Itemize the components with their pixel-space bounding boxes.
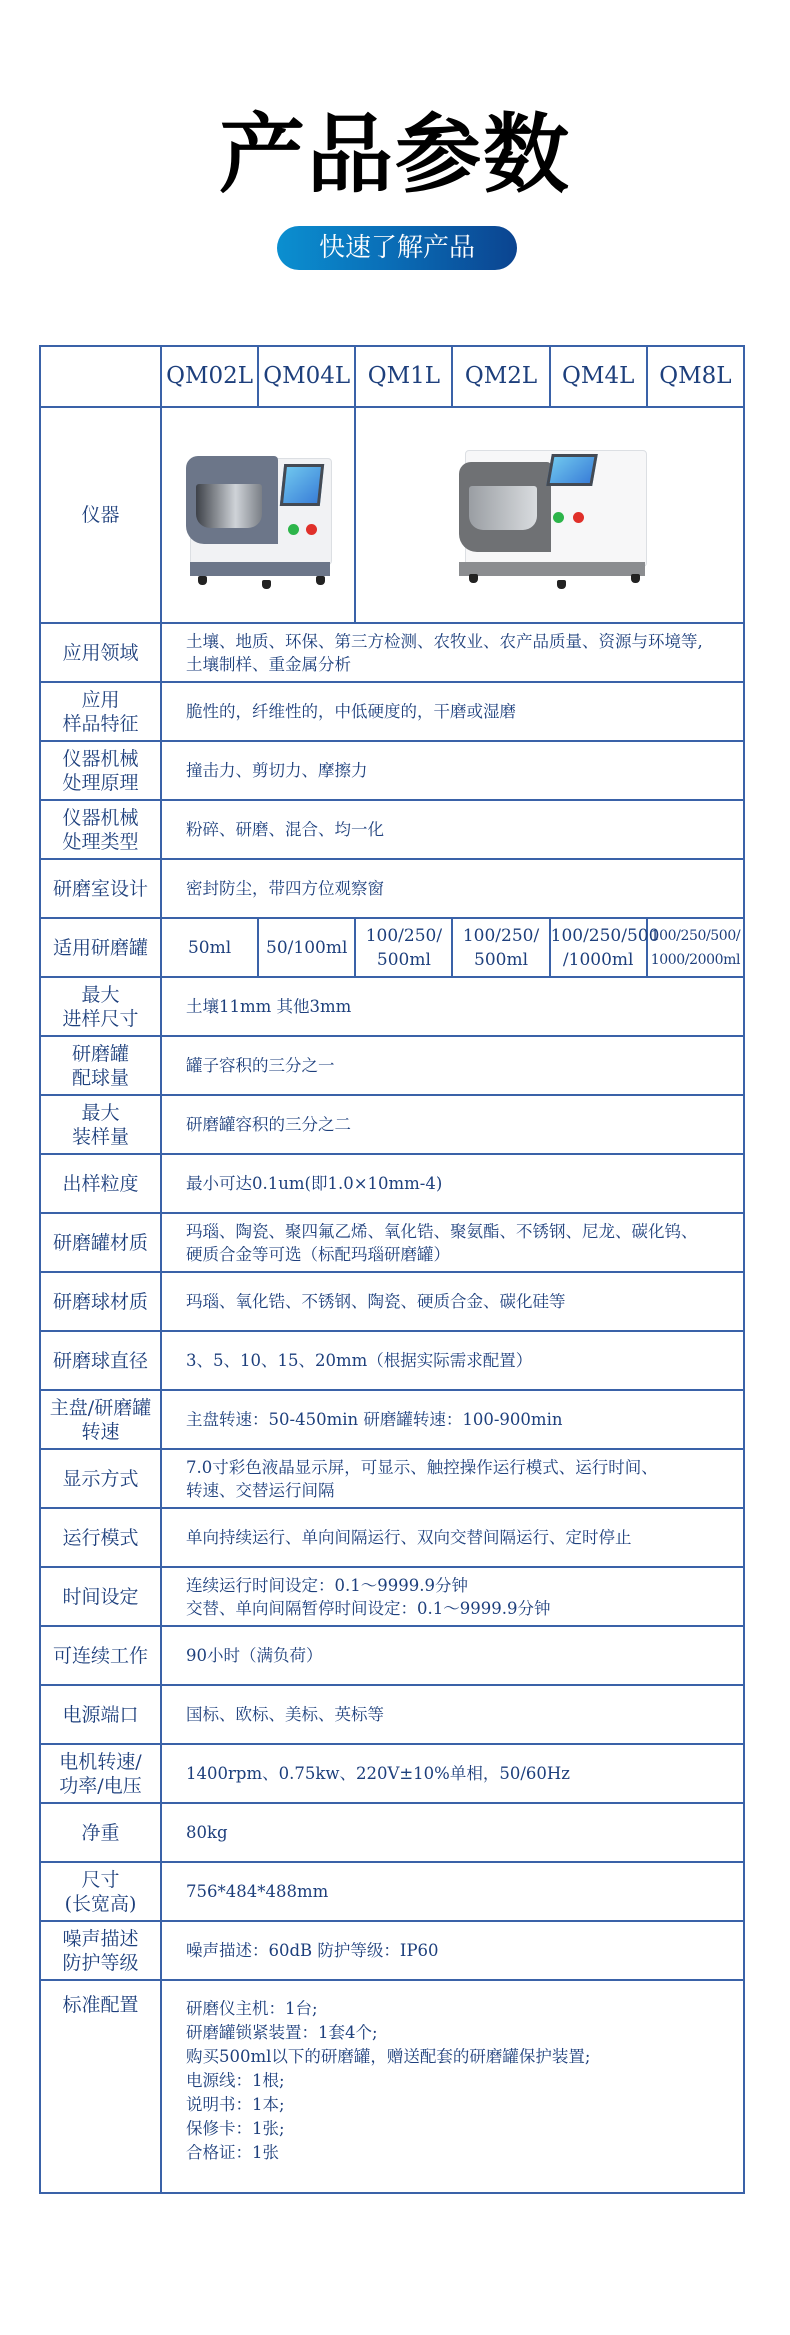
spec-value bbox=[161, 1154, 744, 1213]
spec-value-line: 玛瑙、陶瓷、聚四氟乙烯、氧化锆、聚氨酯、不锈钢、尼龙、碳化钨、 bbox=[186, 1221, 698, 1241]
spec-value-line: 购买500ml以下的研磨罐，赠送配套的研磨罐保护装置; bbox=[186, 2047, 591, 2066]
spec-label-line: 尺寸 bbox=[81, 1868, 120, 1891]
spec-label bbox=[40, 1744, 161, 1803]
spec-row bbox=[40, 1508, 744, 1567]
spec-value-line: 研磨罐锁紧装置：1套4个; bbox=[186, 2023, 378, 2042]
spec-value-line: 连续运行时间设定：0.1～9999.9分钟 bbox=[186, 1575, 468, 1595]
jar-capacity-line: 500ml bbox=[376, 949, 431, 970]
spec-value bbox=[161, 1390, 744, 1449]
jar-capacity-line: 100/250/ bbox=[365, 925, 443, 946]
spec-value-line: 土壤制样、重金属分析 bbox=[186, 654, 351, 674]
spec-value bbox=[161, 1567, 744, 1626]
spec-label-line: 时间设定 bbox=[62, 1585, 139, 1608]
spec-label-line: 功率/电压 bbox=[59, 1774, 142, 1797]
spec-value-line: 粉碎、研磨、混合、均一化 bbox=[186, 820, 384, 839]
spec-label-line: 样品特征 bbox=[62, 712, 139, 735]
spec-label-line: 配球量 bbox=[71, 1066, 129, 1089]
jar-capacity-line: 100/250/500 bbox=[550, 925, 660, 946]
spec-row bbox=[40, 1862, 744, 1921]
spec-label-line: 研磨罐材质 bbox=[52, 1231, 148, 1254]
spec-value bbox=[161, 1803, 744, 1862]
spec-label bbox=[40, 1036, 161, 1095]
spec-value bbox=[161, 977, 744, 1036]
model-qm8l: QM8L bbox=[647, 346, 744, 407]
spec-label bbox=[40, 1331, 161, 1390]
spec-row bbox=[40, 800, 744, 859]
spec-label-line: 研磨球材质 bbox=[52, 1290, 148, 1313]
spec-value-line: 保修卡：1张; bbox=[186, 2119, 285, 2138]
spec-value-line: 3、5、10、15、20mm（根据实际需求配置） bbox=[186, 1351, 533, 1370]
spec-label-line: 出样粒度 bbox=[62, 1172, 139, 1195]
spec-value-line: 脆性的，纤维性的，中低硬度的，干磨或湿磨 bbox=[186, 702, 516, 721]
spec-label bbox=[40, 741, 161, 800]
spec-label bbox=[40, 918, 161, 977]
spec-label bbox=[40, 1567, 161, 1626]
corner-cell bbox=[40, 346, 161, 407]
spec-value-line: 单向持续运行、单向间隔运行、双向交替间隔运行、定时停止 bbox=[186, 1528, 632, 1547]
spec-row bbox=[40, 977, 744, 1036]
spec-value bbox=[161, 1626, 744, 1685]
spec-label-line: 应用领域 bbox=[62, 641, 139, 664]
jar-capacity-line: /1000ml bbox=[562, 949, 634, 970]
spec-label-line: 最大 bbox=[81, 983, 120, 1006]
spec-value-line: 说明书：1本; bbox=[186, 2095, 285, 2114]
spec-value-line: 研磨罐容积的三分之二 bbox=[186, 1115, 351, 1134]
spec-row bbox=[40, 1449, 744, 1508]
spec-value-line: 国标、欧标、美标、英标等 bbox=[186, 1705, 384, 1724]
spec-row bbox=[40, 1980, 744, 2193]
spec-label bbox=[40, 1980, 161, 2193]
spec-row bbox=[40, 1921, 744, 1980]
spec-value bbox=[161, 1744, 744, 1803]
small-machine-image-cell bbox=[161, 407, 355, 623]
spec-row bbox=[40, 1036, 744, 1095]
spec-row bbox=[40, 1803, 744, 1862]
spec-value bbox=[161, 623, 744, 682]
spec-label-line: 标准配置 bbox=[62, 1994, 139, 2016]
spec-label-line: 装样量 bbox=[71, 1125, 129, 1148]
spec-label-line: 电机转速/ bbox=[59, 1750, 142, 1773]
spec-value bbox=[161, 1980, 744, 2193]
spec-label bbox=[40, 859, 161, 918]
spec-row bbox=[40, 1095, 744, 1154]
spec-row bbox=[40, 1272, 744, 1331]
page-title: 产品参数 bbox=[219, 104, 571, 205]
spec-label-line: 研磨罐 bbox=[71, 1042, 129, 1065]
spec-row bbox=[40, 741, 744, 800]
spec-value-line: 转速、交替运行间隔 bbox=[186, 1480, 335, 1500]
spec-value-line: 交替、单向间隔暂停时间设定：0.1～9999.9分钟 bbox=[186, 1598, 551, 1618]
spec-value-line: 80kg bbox=[186, 1823, 228, 1842]
spec-value-line: 噪声描述：60dB 防护等级：IP60 bbox=[186, 1941, 439, 1960]
spec-value bbox=[161, 741, 744, 800]
spec-row bbox=[40, 1567, 744, 1626]
spec-label-line: 防护等级 bbox=[62, 1951, 139, 1974]
spec-value bbox=[161, 1331, 744, 1390]
spec-value bbox=[161, 1921, 744, 1980]
small-ball-mill-image bbox=[178, 440, 338, 590]
model-qm02l: QM02L bbox=[161, 346, 258, 407]
model-qm04l: QM04L bbox=[258, 346, 355, 407]
spec-label bbox=[40, 682, 161, 741]
spec-label bbox=[40, 1390, 161, 1449]
spec-label-line: 净重 bbox=[81, 1821, 120, 1844]
jar-capacity-cell bbox=[452, 918, 549, 977]
spec-value bbox=[161, 1449, 744, 1508]
spec-label-line: 仪器机械 bbox=[62, 806, 139, 829]
spec-label-line: 仪器机械 bbox=[62, 747, 139, 770]
quick-overview-button[interactable]: 快速了解产品 bbox=[277, 226, 517, 270]
spec-value bbox=[161, 1862, 744, 1921]
model-qm4l: QM4L bbox=[550, 346, 647, 407]
spec-row bbox=[40, 682, 744, 741]
spec-label-line: 显示方式 bbox=[62, 1467, 139, 1490]
spec-label-line: (长宽高) bbox=[64, 1892, 137, 1915]
spec-label-line: 研磨球直径 bbox=[52, 1349, 148, 1372]
spec-label bbox=[40, 1626, 161, 1685]
spec-value bbox=[161, 1272, 744, 1331]
spec-label bbox=[40, 1154, 161, 1213]
spec-label-line: 进样尺寸 bbox=[62, 1007, 139, 1030]
spec-label-line: 可连续工作 bbox=[52, 1644, 148, 1667]
spec-value-line: 电源线：1根; bbox=[186, 2071, 285, 2090]
spec-label bbox=[40, 1685, 161, 1744]
spec-value-line: 研磨仪主机：1台; bbox=[186, 1999, 318, 2018]
spec-value-line: 土壤、地质、环保、第三方检测、农牧业、农产品质量、资源与环境等, bbox=[186, 631, 703, 651]
spec-value-line: 主盘转速：50-450min 研磨罐转速：100-900min bbox=[186, 1410, 563, 1429]
spec-row bbox=[40, 918, 744, 977]
spec-row bbox=[40, 1626, 744, 1685]
spec-value bbox=[161, 1036, 744, 1095]
spec-label bbox=[40, 1803, 161, 1862]
large-machine-image-cell bbox=[355, 407, 744, 623]
spec-row bbox=[40, 1331, 744, 1390]
spec-value bbox=[161, 1508, 744, 1567]
spec-label-line: 最大 bbox=[81, 1101, 120, 1124]
jar-capacity-cell bbox=[355, 918, 452, 977]
spec-value bbox=[161, 1213, 744, 1272]
model-qm2l: QM2L bbox=[452, 346, 549, 407]
spec-value-line: 1400rpm、0.75kw、220V±10%单相，50/60Hz bbox=[186, 1764, 570, 1783]
spec-label bbox=[40, 623, 161, 682]
spec-label bbox=[40, 1213, 161, 1272]
spec-label bbox=[40, 1508, 161, 1567]
jar-capacity-line: 50ml bbox=[187, 937, 232, 958]
spec-value bbox=[161, 682, 744, 741]
spec-table bbox=[39, 345, 745, 2194]
jar-capacity-cell bbox=[161, 918, 258, 977]
spec-label bbox=[40, 1921, 161, 1980]
jar-capacity-line: 100/250/ bbox=[462, 925, 540, 946]
jar-capacity-line: 1000/2000ml bbox=[650, 951, 741, 968]
jar-capacity-line: 50/100ml bbox=[266, 937, 348, 958]
spec-label-line: 运行模式 bbox=[62, 1526, 139, 1549]
jar-capacity-cell bbox=[550, 918, 660, 977]
spec-value-line: 罐子容积的三分之一 bbox=[186, 1056, 335, 1075]
spec-value-line: 90小时（满负荷） bbox=[186, 1646, 323, 1665]
model-qm1l: QM1L bbox=[355, 346, 452, 407]
spec-label-line: 研磨室设计 bbox=[52, 877, 148, 900]
spec-row bbox=[40, 1685, 744, 1744]
jar-capacity-cell bbox=[258, 918, 355, 977]
model-header-row bbox=[40, 346, 744, 407]
spec-label bbox=[40, 800, 161, 859]
spec-value-line: 756*484*488mm bbox=[186, 1882, 329, 1901]
spec-value-line: 最小可达0.1um(即1.0×10mm-4) bbox=[186, 1174, 443, 1193]
spec-label-line: 适用研磨罐 bbox=[52, 936, 148, 959]
spec-label-line: 处理类型 bbox=[62, 830, 139, 853]
spec-value bbox=[161, 859, 744, 918]
spec-label bbox=[40, 1272, 161, 1331]
spec-label-line: 电源端口 bbox=[62, 1703, 139, 1726]
spec-label bbox=[40, 1095, 161, 1154]
spec-value-line: 硬质合金等可选（标配玛瑙研磨罐） bbox=[186, 1244, 450, 1264]
spec-value bbox=[161, 1685, 744, 1744]
spec-label bbox=[40, 1449, 161, 1508]
instrument-label: 仪器 bbox=[40, 407, 161, 623]
spec-value-line: 玛瑙、氧化锆、不锈钢、陶瓷、硬质合金、碳化硅等 bbox=[186, 1292, 566, 1311]
spec-value-line: 密封防尘，带四方位观察窗 bbox=[186, 879, 384, 898]
spec-value-line: 合格证：1张 bbox=[186, 2143, 279, 2162]
spec-label bbox=[40, 977, 161, 1036]
spec-label-line: 主盘/研磨罐 bbox=[49, 1396, 152, 1419]
spec-label-line: 处理原理 bbox=[62, 771, 139, 794]
spec-row bbox=[40, 1154, 744, 1213]
spec-value bbox=[161, 800, 744, 859]
spec-row bbox=[40, 1390, 744, 1449]
spec-row bbox=[40, 859, 744, 918]
jar-capacity-cell bbox=[647, 918, 744, 977]
large-ball-mill-image bbox=[445, 440, 655, 590]
spec-value-line: 撞击力、剪切力、摩擦力 bbox=[186, 761, 368, 780]
spec-label-line: 转速 bbox=[81, 1420, 120, 1443]
spec-row bbox=[40, 1213, 744, 1272]
spec-value bbox=[161, 1095, 744, 1154]
spec-label-line: 噪声描述 bbox=[62, 1927, 139, 1950]
spec-value-line: 土壤11mm 其他3mm bbox=[186, 997, 352, 1016]
spec-value-line: 7.0寸彩色液晶显示屏，可显示、触控操作运行模式、运行时间、 bbox=[186, 1457, 658, 1477]
spec-row bbox=[40, 623, 744, 682]
instrument-row bbox=[40, 407, 744, 623]
spec-label bbox=[40, 1862, 161, 1921]
spec-label-line: 应用 bbox=[81, 688, 120, 711]
jar-capacity-line: 500ml bbox=[474, 949, 529, 970]
jar-capacity-line: 100/250/500/ bbox=[650, 927, 741, 944]
spec-row bbox=[40, 1744, 744, 1803]
